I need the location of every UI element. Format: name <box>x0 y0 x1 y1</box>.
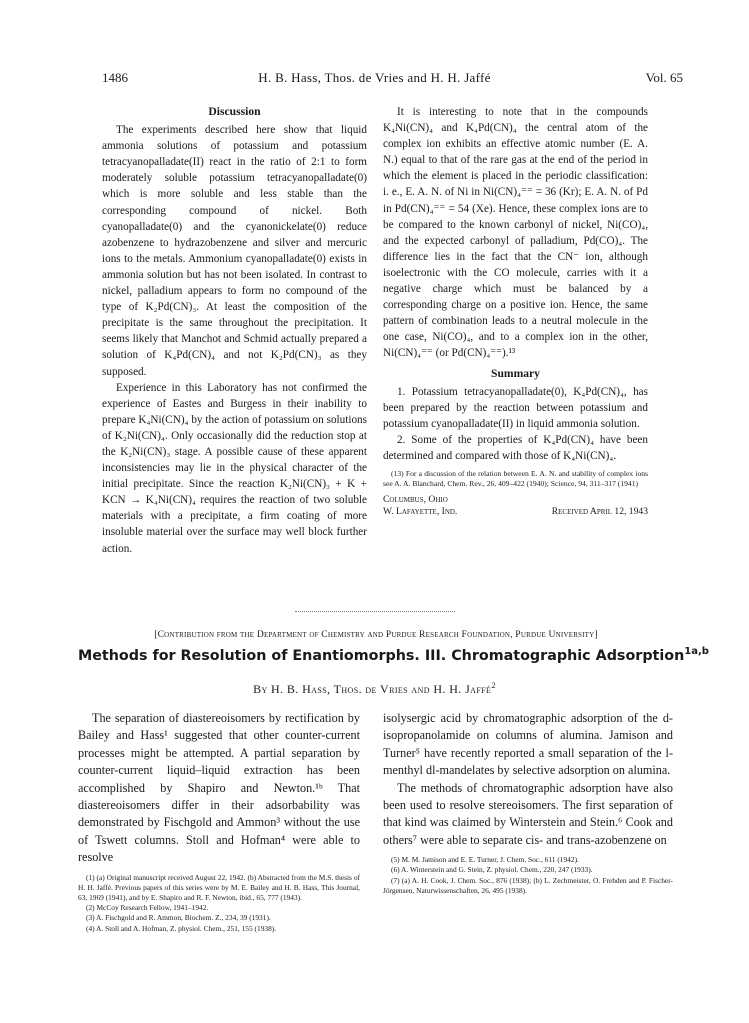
received-date: Received April 12, 1943 <box>551 505 648 517</box>
contribution-line: [Contribution from the Department of Chemistry and Purdue Research Foundation, Purdue University] <box>154 629 598 640</box>
article-column-left <box>78 710 360 934</box>
byline-footnote-mark: 2 <box>491 681 496 690</box>
running-header <box>0 70 749 88</box>
discussion-column-left <box>102 104 367 557</box>
signature-block <box>383 494 648 518</box>
article-title-text: Methods for Resolution of Enantiomorphs. III. Chromatographic Adsorption <box>78 648 685 664</box>
article-footnote-1: (1) (a) Original manuscript received August 22, 1942. (b) Abstracted from the M.S. thesis of H. H. Jaffé. Previous papers of this series were by M. E. Bailey and H. B. Hass, This Journal, 63, 1969 (1941), and by E. Shapiro and R. F. Newton, ibid., 65, 777 (1943). <box>78 872 360 903</box>
discussion-paragraph-2: Experience in this Laboratory has not confirmed the experience of Eastes and Burgess in their inability to prepare K₄Ni(CN)₄ by the action of potassium on solutions of K₂Ni(CN)₄. Only occasionally did the reduction stop at the K₂Ni(CN)₃ stage. A possible cause of these apparent inconsistencies may lie in the physical character of the initial precipitate. Since the reaction K₂Ni(CN)₃ + K + KCN → K₄Ni(CN)₄ requires the reaction of two soluble materials with a precipitate, a firm coating of more insoluble material over the surface may well block further action. <box>102 381 367 555</box>
running-authors: H. B. Hass, Thos. de Vries and H. H. Jaffé <box>258 70 491 85</box>
article-title <box>78 646 709 664</box>
section-divider <box>295 611 455 612</box>
article-paragraph-1: The separation of diastereoisomers by rectification by Bailey and Hass¹ suggested that other counter-current processes might be attempted. A partial separation by counter-current liquid–liquid extraction has been accomplished by Shapiro and Newton.¹ᵇ That diastereoisomers differ in their adsorbability was demonstrated by Fischgold and Ammon³ without the use of Tswett columns. Stoll and Hofman⁴ were able to resolve <box>78 711 360 865</box>
summary-heading: Summary <box>491 366 540 380</box>
article-column-right <box>383 710 673 896</box>
article-paragraph-2: isolysergic acid by chromatographic adsorption of the d-isopropanolamide on columns of alumina. Jamison and Turner⁵ have recently reported a small separation of the l-menthyl dl-mandelates by selective adsorption on alumina. <box>383 711 673 778</box>
article-footnote-3: (3) A. Fischgold and R. Ammon, Biochem. Z., 234, 39 (1931). <box>86 913 271 923</box>
location-columbus: Columbus, Ohio <box>383 493 448 505</box>
page-number: 1486 <box>102 70 128 85</box>
article-title-footnote-mark: 1a,b <box>684 646 709 658</box>
summary-paragraph-2: 2. Some of the properties of K₄Pd(CN)₄ have been determined and compared with those of K₄Ni(CN)₄. <box>383 433 648 462</box>
article-footnote-7: (7) (a) A. H. Cook, J. Chem. Soc., 876 (1938); (b) L. Zechmeister, O. Frehden and P. Fischer-Jörgensen, Naturwissenschaften, 26, 495 (1938). <box>383 875 673 895</box>
discussion-paragraph-3: It is interesting to note that in the compounds K₄Ni(CN)₄ and K₄Pd(CN)₄ the central atom of the complex ion exhibits an effective atomic number (E. A. N.) equal to that of the rare gas at the end of the period in which the element is placed in the periodic classification: i. e., E. A. N. of Ni in Ni(CN)₄⁼⁼ = 36 (Kr); E. A. N. of Pd in Pd(CN)₄⁼⁼ = 54 (Xe). Hence, these complex ions are to be compared to the known carbonyl of nickel, Ni(CO)₄, and the expected carbonyl of palladium, Pd(CO)₄. The difference lies in the fact that the CN⁻ ion, although isoelectronic with the CO molecule, carries with it a negative charge which must be balanced by a corresponding charge on a positive ion. Hence, the same pattern of combination leads to a neutral molecule in the one case, Ni(CO)₄, and to a complex ion in the other, Ni(CN)₄⁼⁼ (or Pd(CN)₄⁼⁼).¹³ <box>383 106 648 360</box>
location-lafayette: W. Lafayette, Ind. <box>383 505 458 517</box>
discussion-column-right <box>383 104 648 518</box>
article-footnote-5: (5) M. M. Jamison and E. E. Turner, J. Chem. Soc., 611 (1942). <box>391 855 579 865</box>
article-footnote-4: (4) A. Stoll and A. Hofman, Z. physiol. Chem., 251, 155 (1938). <box>86 923 277 933</box>
article-footnote-6: (6) A. Winterstein and G. Stein, Z. physiol. Chem., 220, 247 (1933). <box>391 865 593 875</box>
article-footnote-2: (2) McCoy Research Fellow, 1941–1942. <box>86 903 209 913</box>
summary-paragraph-1: 1. Potassium tetracyanopalladate(0), K₄Pd(CN)₄, has been prepared by the reaction between potassium and potassium cyanopalladate(II) in liquid ammonia solution. <box>383 385 648 430</box>
discussion-heading: Discussion <box>208 105 261 118</box>
article-paragraph-3: The methods of chromatographic adsorption have also been used to resolve stereoisomers. The first separation of that kind was claimed by Winterstein and Stein.⁶ Cook and others⁷ were able to separate cis- and trans-azobenzene on <box>383 780 673 847</box>
byline-text: By H. B. Hass, Thos. de Vries and H. H. Jaffé <box>253 682 492 696</box>
discussion-paragraph-1: The experiments described here show that liquid ammonia solutions of potassium and potassium tetracyanopalladate(II) react in the ratio of 2:1 to form moderately soluble potassium tetracyanopalladate(0) which is more soluble and less stable than the corresponding compound of nickel. Both cyanopalladate(0) and the cyanonickelate(0) reduce azobenzene to hydrazobenzene and silver and mercuric ions to the metals. Ammonium cyanopalladate(0) exists in ammonia solution but has not been isolated. In contrast to nickel, palladium appears to form no compound of the type of K₂Pd(CN)₃. At least the composition of the precipitate is the same throughout the precipitation. It seems likely that Manchot and Schmid actually prepared a solution of K₄Pd(CN)₄ and not K₂Pd(CN)₃ as they supposed. <box>102 124 367 378</box>
article-byline <box>0 682 749 697</box>
footnote-13: (13) For a discussion of the relation between E. A. N. and stability of complex ions see A. A. Blanchard, Chem. Rev., 26, 409–422 (1940); Science, 94, 311–317 (1941) <box>383 469 648 489</box>
volume-label: Vol. 65 <box>645 70 683 85</box>
